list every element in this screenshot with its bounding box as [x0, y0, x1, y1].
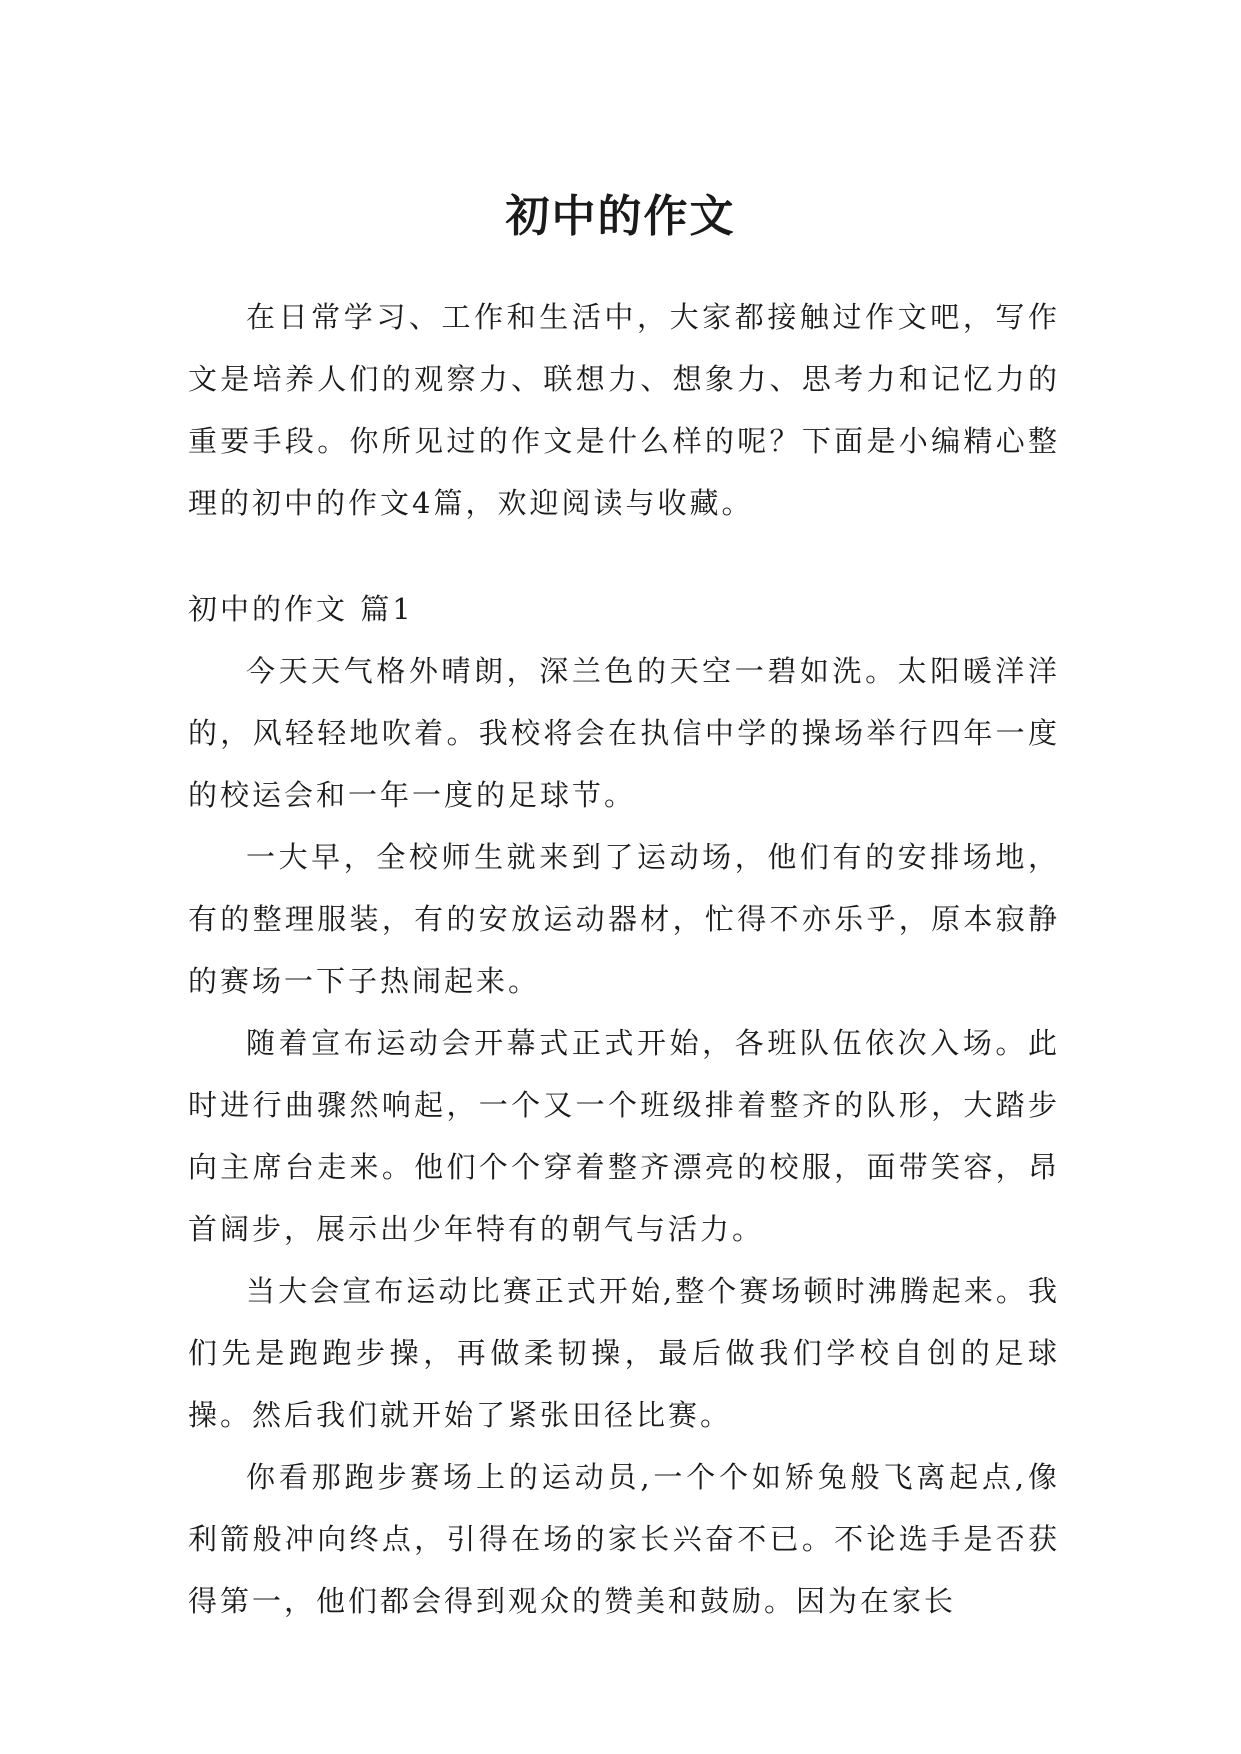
essay-body	[188, 640, 1060, 1632]
essay-paragraph-2: 一大早，全校师生就来到了运动场，他们有的安排场地，有的整理服装，有的安放运动器材，忙得不亦乐乎，原本寂静的赛场一下子热闹起来。	[188, 840, 1060, 998]
essay-paragraph-3: 随着宣布运动会开幕式正式开始，各班队伍依次入场。此时进行曲骤然响起，一个又一个班级排着整齐的队形，大踏步向主席台走来。他们个个穿着整齐漂亮的校服，面带笑容，昂首阔步，展示出少年特有的朝气与活力。	[188, 1026, 1060, 1246]
section-heading: 初中的作文 篇1	[188, 592, 414, 626]
intro-section	[188, 286, 1060, 534]
document-title: 初中的作文	[505, 191, 736, 243]
intro-paragraph: 在日常学习、工作和生活中，大家都接触过作文吧，写作文是培养人们的观察力、联想力、想象力、思考力和记忆力的重要手段。你所见过的作文是什么样的呢？下面是小编精心整理的初中的作文4篇，欢迎阅读与收藏。	[188, 300, 1060, 520]
essay-paragraph-4: 当大会宣布运动比赛正式开始,整个赛场顿时沸腾起来。我们先是跑跑步操，再做柔韧操，最后做我们学校自创的足球操。然后我们就开始了紧张田径比赛。	[188, 1274, 1060, 1432]
essay-paragraph-5: 你看那跑步赛场上的运动员,一个个如矫兔般飞离起点,像利箭般冲向终点，引得在场的家长兴奋不已。不论选手是否获得第一，他们都会得到观众的赞美和鼓励。因为在家长	[188, 1460, 1060, 1618]
essay-paragraph-1: 今天天气格外晴朗，深兰色的天空一碧如洗。太阳暖洋洋的，风轻轻地吹着。我校将会在执信中学的操场举行四年一度的校运会和一年一度的足球节。	[188, 654, 1060, 812]
